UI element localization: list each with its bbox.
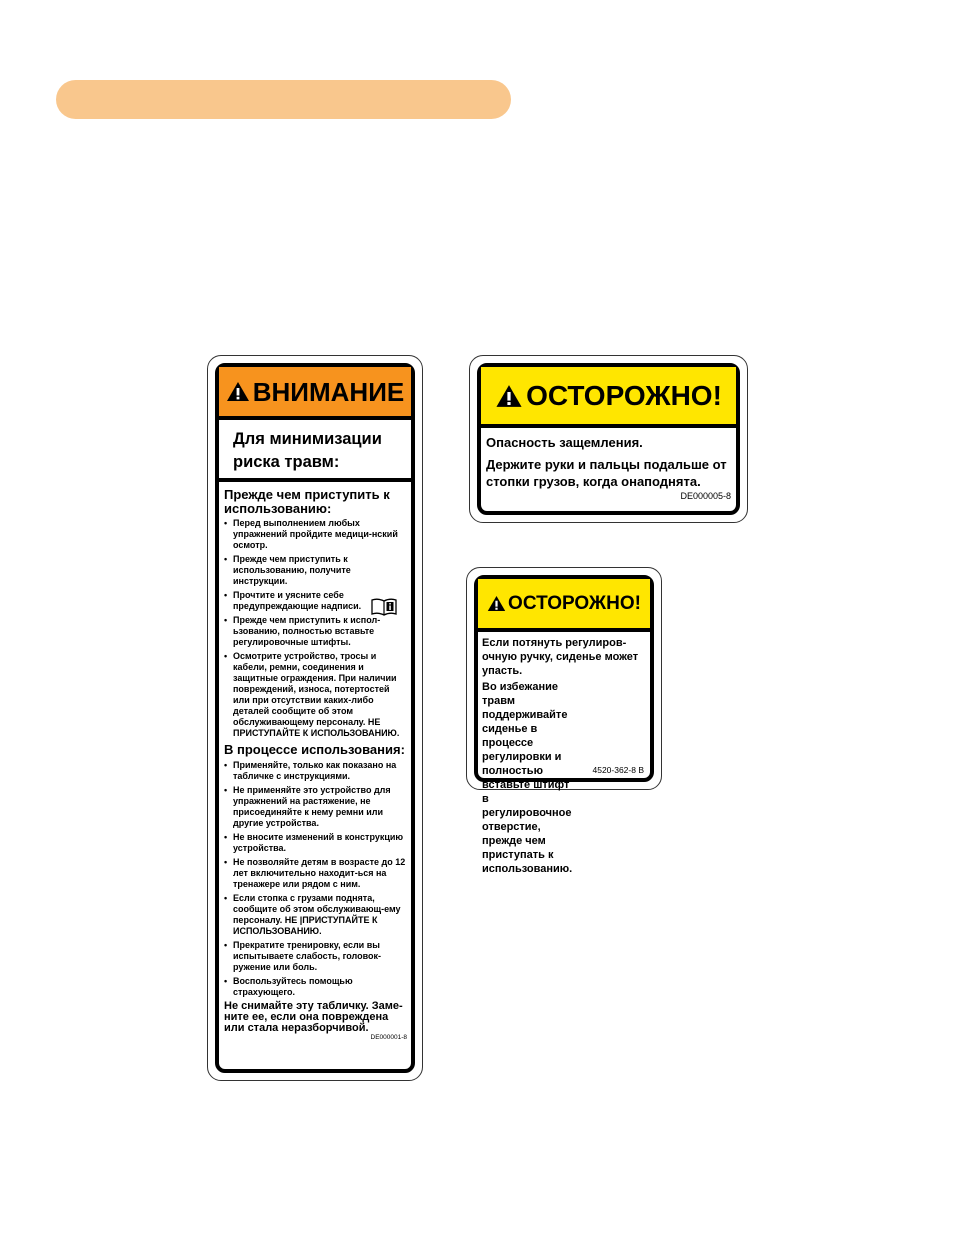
caution-seat-header-text: ОСТОРОЖНО! xyxy=(508,593,641,614)
list-item: • Воспользуйтесь помощью страхующего. xyxy=(224,976,407,998)
caution-pinch-label xyxy=(469,355,748,523)
pinch-instruction-text: Держите руки и пальцы подальше от стопки грузов, когда онаподнята. xyxy=(486,457,727,489)
list-item: • Перед выполнением любых упражнений пройдите медици-нский осмотр. xyxy=(224,518,407,551)
section-header-bar xyxy=(56,80,511,119)
attention-code: DE000001-8 xyxy=(370,1033,407,1041)
list-item: • Не вносите изменений в конструкцию устройства. xyxy=(224,832,407,854)
manual-book-icon xyxy=(370,597,398,617)
during-use-list xyxy=(224,760,407,998)
attention-subtitle: Для минимизации риска травм: xyxy=(219,420,411,482)
warning-triangle-icon xyxy=(226,381,250,402)
caution-pinch-header xyxy=(481,367,736,428)
attention-body xyxy=(219,482,411,1042)
caution-seat-label xyxy=(466,567,662,875)
attention-header-text: ВНИМАНИЕ xyxy=(252,376,405,407)
list-item: • Не применяйте это устройство для упражнений на растяжение, не присоединяйте к нему ремни или другие устройства. xyxy=(224,785,407,829)
list-item: • Прежде чем приступить к использованию, получите инструкции. xyxy=(224,554,407,587)
before-use-list xyxy=(224,518,407,739)
list-item: • Применяйте, только как показано на табличке с инструкциями. xyxy=(224,760,407,782)
caution-seat-header xyxy=(478,579,650,632)
caution-pinch-code: DE000005-8 xyxy=(680,491,731,501)
attention-footer: Не снимайте эту табличку. Заме-ните ее, если она повреждена или стала неразборчивой. xyxy=(224,999,403,1034)
caution-pinch-header-text: ОСТОРОЖНО! xyxy=(526,379,722,411)
list-item: • Прежде чем приступить к испол-ьзованию, полностью вставьте регулировочные штифты. xyxy=(224,615,407,648)
attention-label xyxy=(207,355,423,1081)
during-use-heading: В процессе использования: xyxy=(224,742,405,757)
seat-instruction-text: Во избежание травм поддерживайте сиденье в процессе регулировки и полностью вставьте штифт в регулировочное отверстие, прежде чем приступать к использованию. xyxy=(482,681,573,875)
caution-pinch-body xyxy=(481,428,736,501)
seat-hazard-text: Если потянуть регулиров-очную ручку, сиденье может упасть. xyxy=(482,637,639,677)
attention-header xyxy=(219,367,411,420)
caution-seat-body xyxy=(478,632,650,876)
warning-triangle-icon xyxy=(487,595,506,612)
list-item: • Если стопка с грузами поднята, сообщите об этом обслуживающ-ему персоналу. НЕ |ПРИСТУПАЙТЕ К ИСПОЛЬЗОВАНИЮ. xyxy=(224,893,407,937)
caution-seat-code: 4520-362-8 B xyxy=(592,765,644,775)
before-use-heading: Прежде чем приступить к использованию: xyxy=(224,487,390,516)
list-item: • Прекратите тренировку, если вы испытываете слабость, головок-ружение или боль. xyxy=(224,940,407,973)
list-item: • Прочтите и уясните себе предупреждающие надписи. xyxy=(224,590,407,612)
list-item: • Не позволяйте детям в возрасте до 12 лет включительно находит-ься на тренажере или рядом с ним. xyxy=(224,857,407,890)
list-item: • Осмотрите устройство, тросы и кабели, ремни, соединения и защитные ограждения. При наличии повреждений, износа, потертостей или при отсутствии каких-либо деталей сообщите об этом обслуживающему персоналу. НЕ ПРИСТУПАЙТЕ К ИСПОЛЬЗОВАНИЮ. xyxy=(224,651,407,739)
warning-triangle-icon xyxy=(495,384,523,408)
pinch-hazard-text: Опасность защемления. xyxy=(486,435,643,450)
